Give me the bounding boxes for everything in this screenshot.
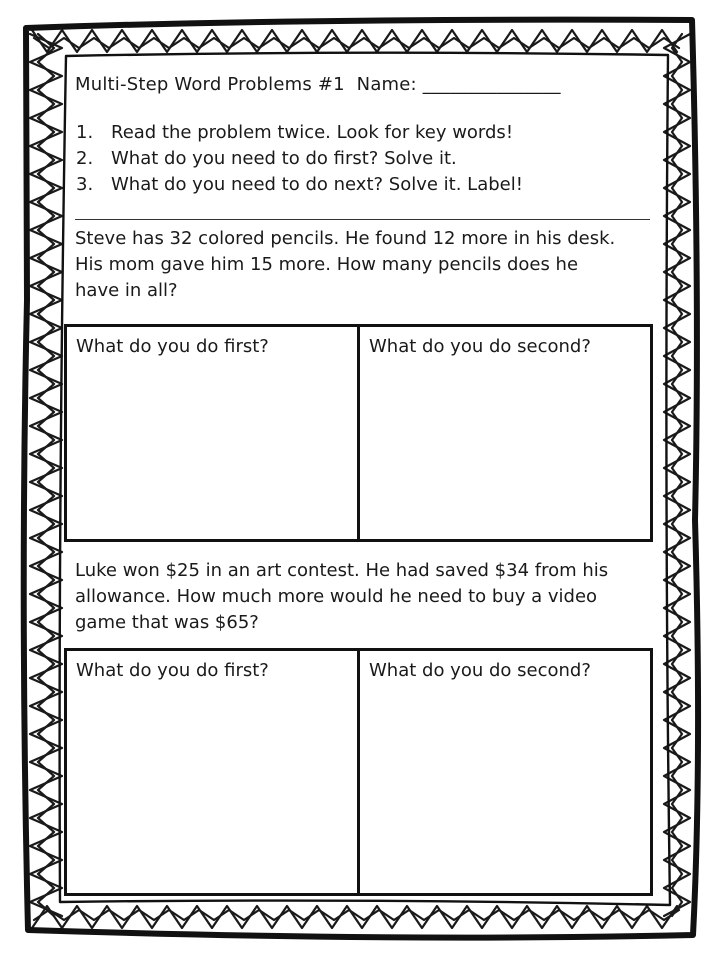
name-field-label: Name: _______________	[356, 74, 561, 95]
list-item	[76, 146, 457, 172]
problem-2-answer-box	[64, 648, 653, 896]
problem-line: Luke won $25 in an art contest. He had saved $34 from his	[75, 560, 609, 581]
problem-line: allowance. How much more would he need to buy a video	[75, 586, 598, 607]
first-step-area[interactable]	[67, 651, 360, 893]
problem-1-text	[75, 226, 665, 304]
zigzag-border-segment	[38, 34, 54, 916]
list-item	[76, 172, 523, 198]
step-number: 1.	[76, 122, 94, 143]
problem-line: have in all?	[75, 280, 178, 301]
step-text: What do you need to do first? Solve it.	[111, 148, 457, 169]
section-divider	[75, 219, 650, 220]
step-text: Read the problem twice. Look for key words!	[111, 122, 514, 143]
first-step-area[interactable]	[67, 327, 360, 539]
second-step-area[interactable]	[360, 327, 650, 539]
problem-2-text	[75, 558, 665, 636]
step-number: 3.	[76, 174, 94, 195]
second-step-area[interactable]	[360, 651, 650, 893]
second-step-label: What do you do second?	[369, 660, 591, 681]
list-item	[76, 120, 513, 146]
worksheet-title: Multi-Step Word Problems #1	[75, 74, 345, 95]
step-text: What do you need to do next? Solve it. Label!	[111, 174, 523, 195]
step-number: 2.	[76, 148, 94, 169]
second-step-label: What do you do second?	[369, 336, 591, 357]
first-step-label: What do you do first?	[76, 336, 269, 357]
problem-line: His mom gave him 15 more. How many pencils does he	[75, 254, 579, 275]
problem-1-answer-box	[64, 324, 653, 542]
problem-line: Steve has 32 colored pencils. He found 12 more in his desk.	[75, 228, 616, 249]
first-step-label: What do you do first?	[76, 660, 269, 681]
problem-line: game that was $65?	[75, 612, 259, 633]
worksheet-title-row	[75, 72, 561, 98]
